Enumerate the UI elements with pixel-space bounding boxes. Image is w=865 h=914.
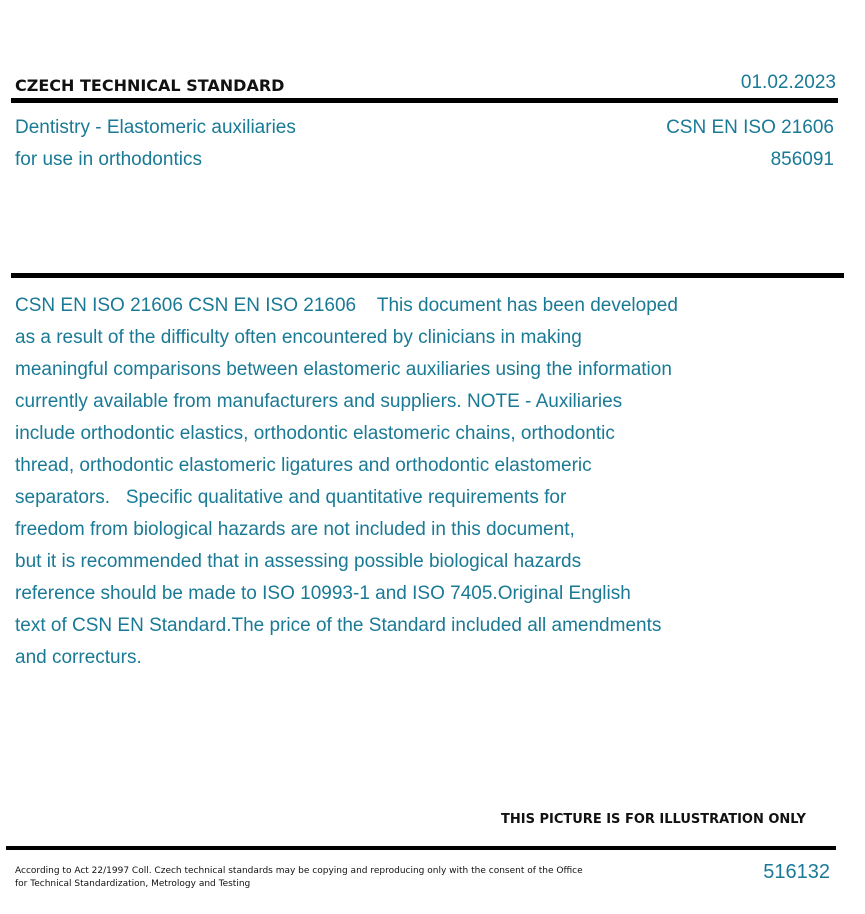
document-type-label: CZECH TECHNICAL STANDARD bbox=[15, 76, 285, 95]
standard-title-line-1: Dentistry - Elastomeric auxiliaries bbox=[15, 117, 296, 138]
footer-divider bbox=[6, 846, 836, 850]
standard-title-line-2: for use in orthodontics bbox=[15, 149, 202, 170]
standard-abstract: CSN EN ISO 21606 CSN EN ISO 21606 This document has been developed as a result of the difficulty often encountered by clinicians in making meaningful comparisons between elastomeric auxiliaries using the information currently available from manufacturers and suppliers. NOTE - Auxiliaries include orthodontic elastics, orthodontic elastomeric chains, orthodontic thread, orthodontic elastomeric ligatures and orthodontic elastomeric separators. Specific qualitative and quantitative requirements for freedom from biological hazards are not included in this document, but it is recommended that in assessing possible biological hazards reference should be made to ISO 10993-1 and ISO 7405.Original English text of CSN EN Standard.The price of the Standard included all amendments and correcturs. bbox=[15, 295, 678, 668]
illustration-disclaimer: THIS PICTURE IS FOR ILLUSTRATION ONLY bbox=[501, 812, 806, 827]
publication-date: 01.02.2023 bbox=[740, 72, 836, 93]
classification-number: 856091 bbox=[770, 149, 834, 170]
copyright-notice-line-1: According to Act 22/1997 Coll. Czech technical standards may be copying and reproducing only with the consent of the Office bbox=[15, 866, 583, 876]
title-divider bbox=[11, 273, 844, 278]
copyright-notice bbox=[15, 865, 585, 891]
document-code: 516132 bbox=[763, 861, 830, 883]
copyright-notice-line-2: for Technical Standardization, Metrology and Testing bbox=[15, 879, 251, 889]
standard-designation: CSN EN ISO 21606 bbox=[666, 117, 834, 138]
header-divider bbox=[11, 98, 838, 103]
